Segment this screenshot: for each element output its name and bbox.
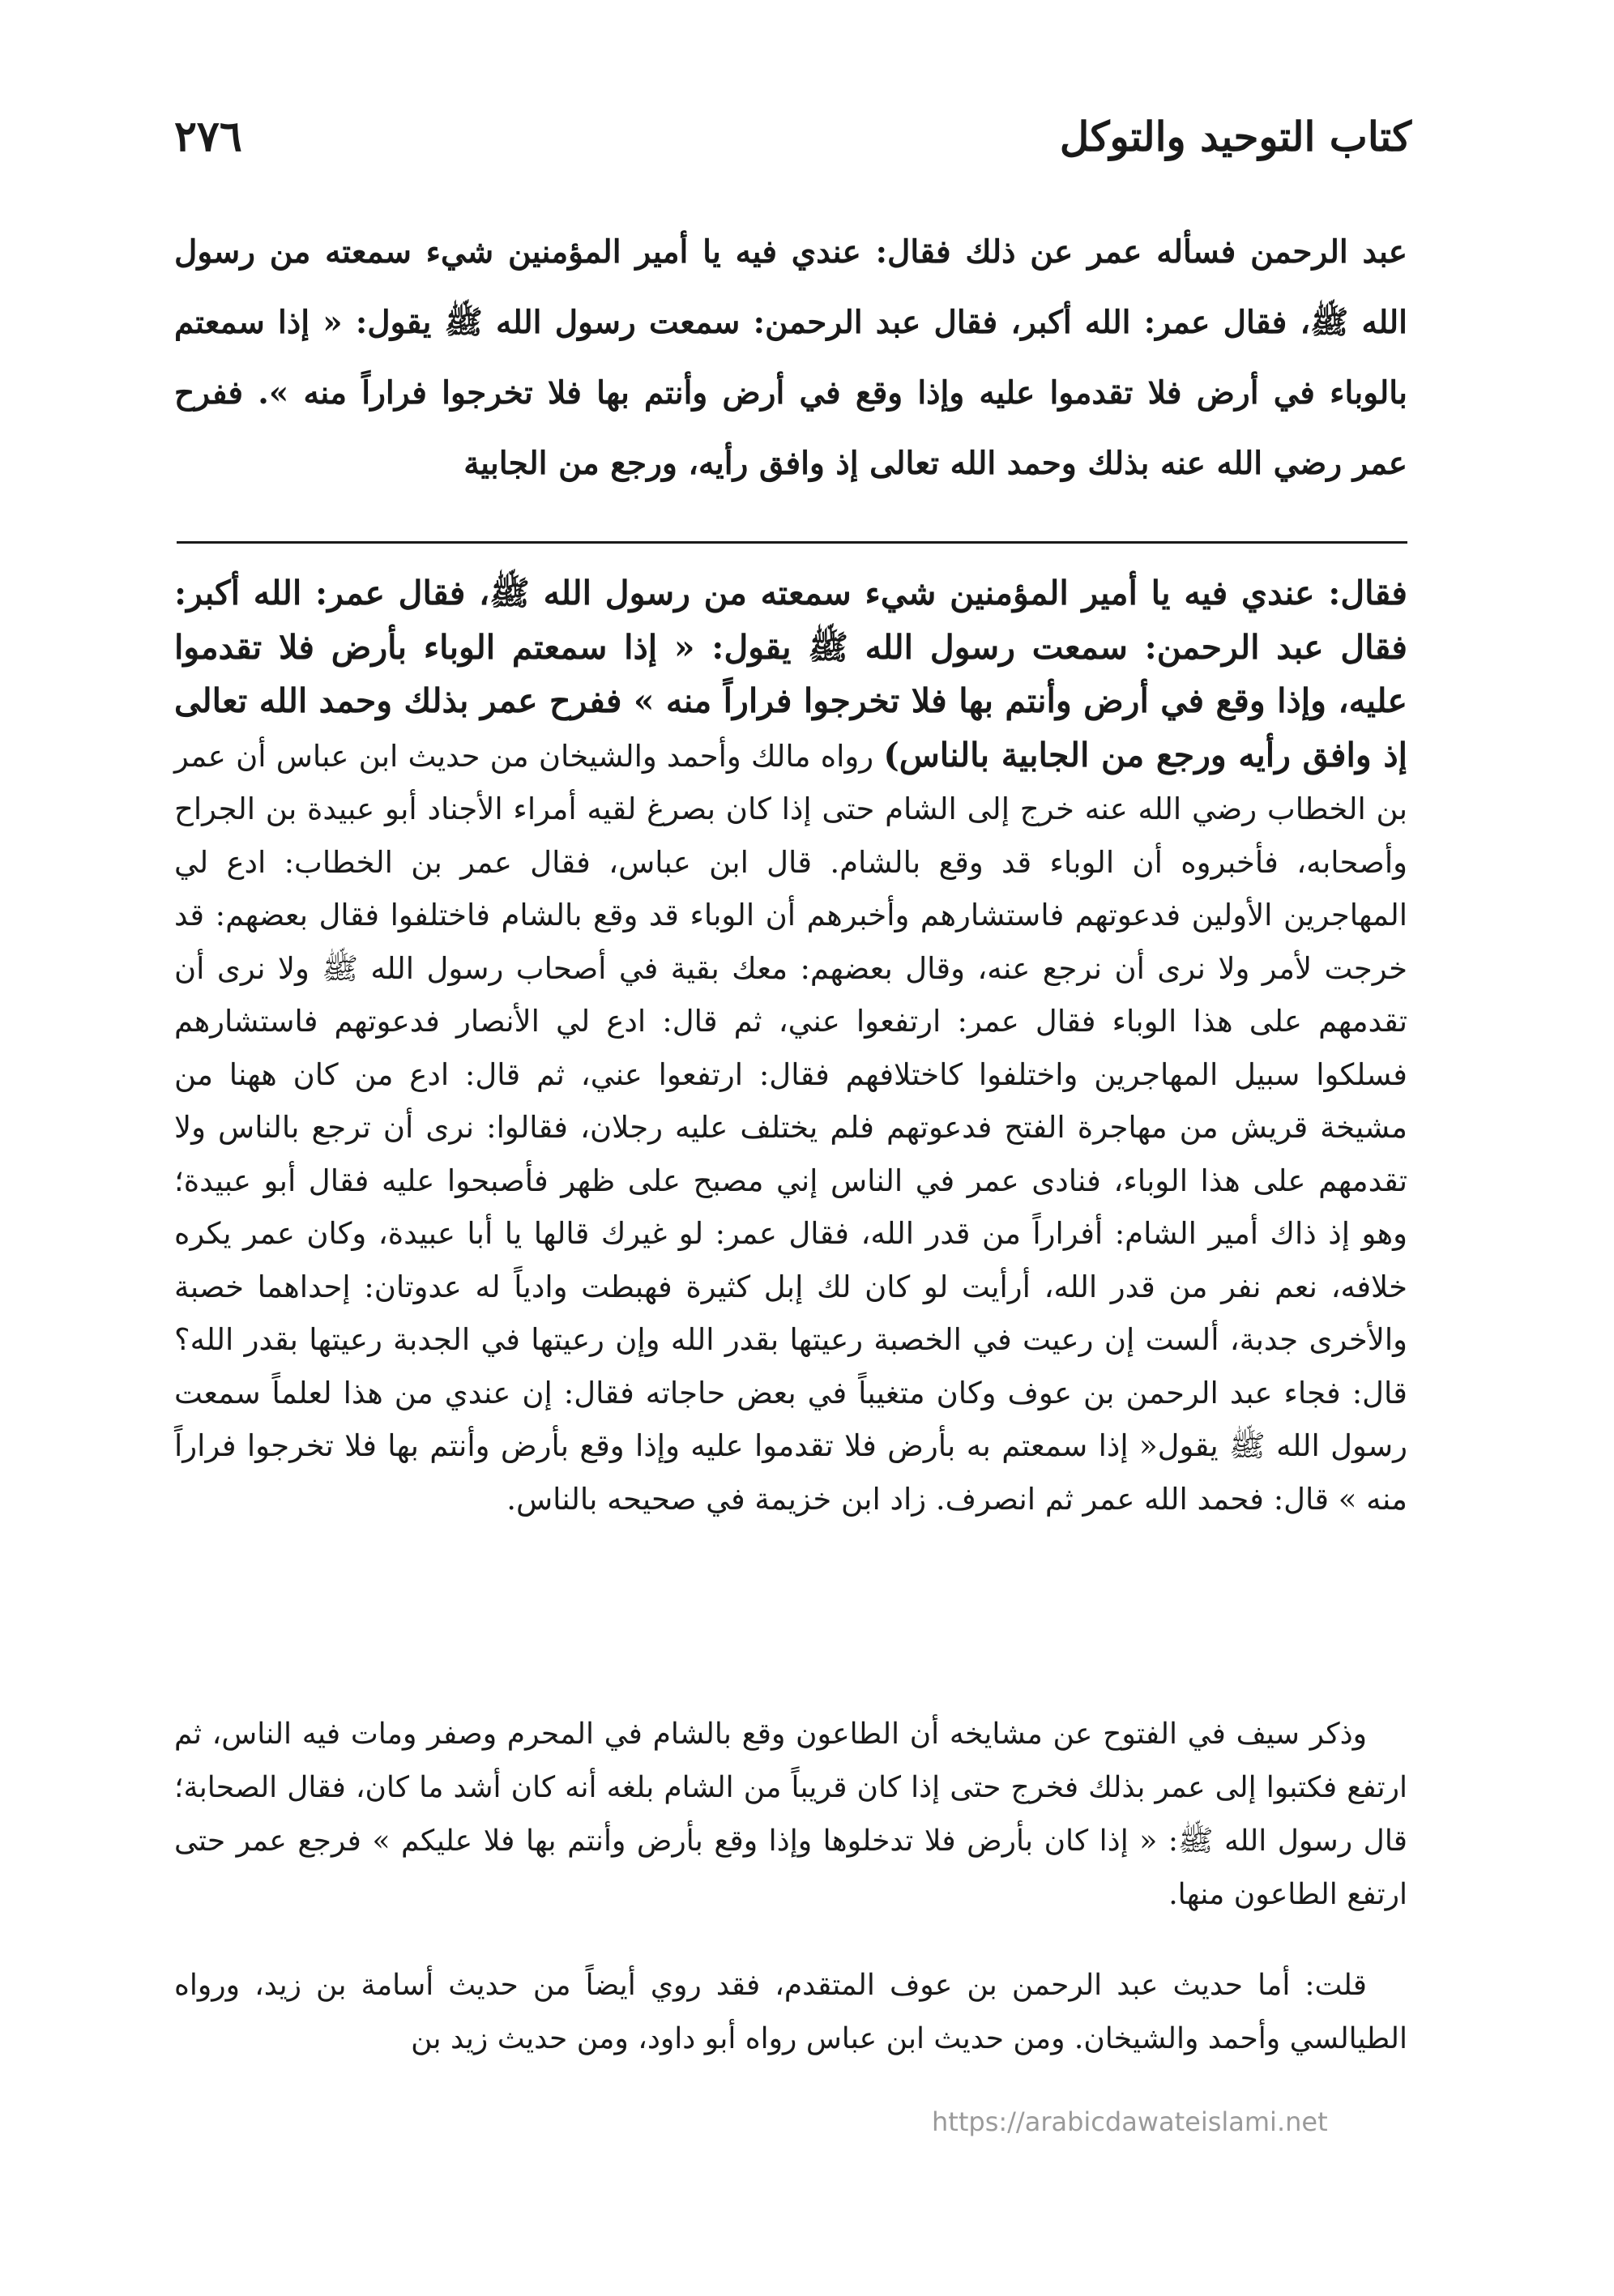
paragraph-2 xyxy=(174,1708,1407,1922)
main-text-paragraph: عبد الرحمن فسأله عمر عن ذلك فقال: عندي فيه يا أمير المؤمنين شيء سمعته من رسول الله ﷺ، فقال عمر: الله أكبر، فقال عبد الرحمن: سمعت رسول الله ﷺ يقول: « إذا سمعتم بالوباء في أرض فلا تقدموا عليه وإذا وقع في أرض وأنتم بها فلا تخرجوا فراراً منه ». ففرح عمر رضي الله عنه بذلك وحمد الله تعالى إذ وافق رأيه، ورجع من الجابية xyxy=(174,233,1407,482)
page-header xyxy=(174,104,1411,169)
main-text xyxy=(174,217,1407,499)
commentary-paragraph xyxy=(174,567,1407,1526)
paragraph-2-text: وذكر سيف في الفتوح عن مشايخه أن الطاعون وقع بالشام في المحرم وصفر ومات فيه الناس، ثم ارتفع فكتبوا إلى عمر بذلك فخرج حتى إذا كان قريباً من الشام بلغه أنه كان أشد ما كان، فقال الصحابة؛ قال رسول الله ﷺ: « إذا كان بأرض فلا تدخلوها وإذا وقع بأرض وأنتم بها فلا عليكم » فرجع عمر حتى ارتفع الطاعون منها. xyxy=(174,1718,1407,1911)
paragraph-3 xyxy=(174,1959,1407,2066)
commentary-body: رواه مالك وأحمد والشيخان من حديث ابن عباس أن عمر بن الخطاب رضي الله عنه خرج إلى الشام حتى إذا كان بصرغ لقيه أمراء الأجناد أبو عبيدة بن الجراح وأصحابه، فأخبروه أن الوباء قد وقع بالشام. قال ابن عباس، فقال عمر بن الخطاب: ادع لي المهاجرين الأولين فدعوتهم فاستشارهم وأخبرهم أن الوباء قد وقع بالشام فاختلفوا فقال بعضهم: قد خرجت لأمر ولا نرى أن نرجع عنه، وقال بعضهم: معك بقية في أصحاب رسول الله ﷺ ولا نرى أن تقدمهم على هذا الوباء فقال عمر: ارتفعوا عني، ثم قال: ادع لي الأنصار فدعوتهم فاستشارهم فسلكوا سبيل المهاجرين واختلفوا كاختلافهم فقال: ارتفعوا عني، ثم قال: ادع من كان ههنا من مشيخة قريش من مهاجرة الفتح فدعوتهم فلم يختلف عليه رجلان، فقالوا: نرى أن ترجع بالناس ولا تقدمهم على هذا الوباء، فنادى عمر في الناس إني مصبح على ظهر فأصبحوا عليه فقال أبو عبيدة؛ وهو إذ ذاك أمير الشام: أفراراً من قدر الله، فقال عمر: لو غيرك قالها يا أبا عبيدة، وكان عمر يكره خلافه، نعم نفر من قدر الله، أرأيت لو كان لك إبل كثيرة فهبطت وادياً له عدوتان: إحداهما خصبة والأخرى جدبة، ألست إن رعيت في الخصبة رعيتها بقدر الله وإن رعيتها في الجدبة رعيتها بقدر الله؟ قال: فجاء عبد الرحمن بن عوف وكان متغيباً في بعض حاجاته فقال: إن عندي من هذا لعلماً سمعت رسول الله ﷺ يقول« إذا سمعتم به بأرض فلا تقدموا عليه وإذا وقع بأرض وأنتم بها فلا تخرجوا فراراً منه » قال: فحمد الله عمر ثم انصرف. زاد ابن خزيمة في صحيحه بالناس. xyxy=(174,738,1407,1517)
commentary-quote: فقال: عندي فيه يا أمير المؤمنين شيء سمعته من رسول الله ﷺ، فقال عمر: الله أكبر: فقال عبد الرحمن: سمعت رسول الله ﷺ يقول: « إذا سمعتم الوباء بأرض فلا تقدموا عليه، وإذا وقع في أرض وأنتم بها فلا تخرجوا فراراً منه » ففرح عمر بذلك وحمد الله تعالى إذ وافق رأيه ورجع من الجابية بالناس) xyxy=(174,574,1408,775)
book-title: كتاب التوحيد والتوكل xyxy=(1059,112,1411,160)
paragraph-3-text: قلت: أما حديث عبد الرحمن بن عوف المتقدم، فقد روي أيضاً من حديث أسامة بن زيد، ورواه الطيالسي وأحمد والشيخان. ومن حديث ابن عباس رواه أبو داود، ومن حديث زيد بن xyxy=(174,1969,1407,2055)
watermark-url: https://arabicdawateislami.net xyxy=(932,2106,1328,2137)
commentary xyxy=(174,567,1407,1526)
page-number: ٢٧٦ xyxy=(174,111,242,161)
section-divider xyxy=(177,541,1407,544)
